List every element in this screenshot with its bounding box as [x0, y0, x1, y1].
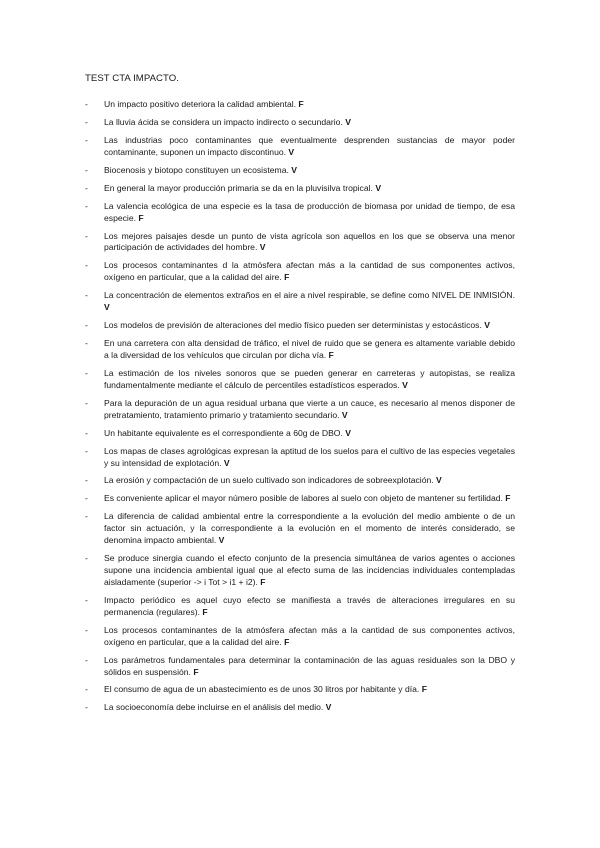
statement-text: Los procesos contaminantes de la atmósfera afectan más a la cantidad de sus componentes activos, oxígeno en particular, que a la calidad del aire. — [104, 624, 515, 647]
statement-text: Los procesos contaminantes d la atmósfera afectan más a la cantidad de sus componentes activos, oxígeno en particular, que a la calidad del aire. — [104, 260, 515, 283]
answer-mark: F — [138, 212, 144, 223]
statement-text: En general la mayor producción primaria se da en la pluvisilva tropical. — [104, 182, 373, 193]
list-item — [85, 655, 515, 679]
list-item — [85, 446, 515, 470]
answer-mark: V — [375, 182, 382, 193]
statement-text: Se produce sinergia cuando el efecto conjunto de la presencia simultánea de varios agentes o acciones supone una incidencia ambiental igual que al efecto suma de las incidencias individuales contempladas aisladamente (superior -> i Tot > i1 + i2). — [104, 553, 515, 587]
statement-text: La estimación de los niveles sonoros que se pueden generar en carreteras y autopistas, se realiza fundamentalmente mediante el cálculo de percentiles estadísticos esperados. — [104, 367, 515, 390]
statement-text: Biocenosis y biotopo constituyen un ecosistema. — [104, 164, 289, 175]
answer-mark: V — [402, 379, 408, 390]
bullet-dash: - — [85, 338, 88, 349]
list-item — [85, 493, 515, 505]
answer-mark: V — [259, 242, 266, 253]
answer-mark: F — [193, 666, 199, 677]
list-item — [85, 183, 515, 195]
answer-mark: V — [223, 457, 230, 468]
statement-text: Los parámetros fundamentales para determinar la contaminación de las aguas residuales son la DBO y sólidos en suspensión. — [104, 654, 515, 677]
list-item — [85, 117, 515, 129]
list-item — [85, 553, 515, 589]
answer-mark: V — [341, 409, 348, 420]
list-item — [85, 684, 515, 696]
list-item — [85, 260, 515, 284]
answer-mark: F — [284, 272, 290, 283]
question-list — [85, 99, 515, 720]
bullet-dash: - — [85, 654, 88, 665]
list-item — [85, 338, 515, 362]
list-item — [85, 135, 515, 159]
statement-text: En una carretera con alta densidad de tráfico, el nivel de ruido que se genera es altamente variable debido a la diversidad de los vehículos que circulan por dicha vía. — [104, 338, 515, 360]
bullet-dash: - — [85, 553, 88, 564]
statement-text: La lluvia ácida se considera un impacto indirecto o secundario. — [104, 116, 343, 127]
bullet-dash: - — [85, 684, 88, 695]
bullet-dash: - — [85, 290, 88, 301]
answer-mark: V — [345, 116, 351, 127]
answer-mark: F — [260, 576, 266, 587]
bullet-dash: - — [85, 445, 88, 456]
bullet-dash: - — [85, 134, 88, 145]
bullet-dash: - — [85, 427, 88, 438]
statement-text: La valencia ecológica de una especie es la tasa de producción de biomasa por unidad de tiempo, de esa especie. — [104, 200, 515, 223]
bullet-dash: - — [85, 397, 88, 408]
answer-mark: F — [298, 99, 304, 109]
bullet-dash: - — [85, 260, 88, 271]
statement-text: Un habitante equivalente es el correspondiente a 60g de DBO. — [104, 427, 343, 438]
answer-mark: V — [104, 302, 110, 313]
list-item — [85, 595, 515, 619]
answer-mark: F — [421, 684, 427, 695]
bullet-dash: - — [85, 320, 88, 331]
statement-text: La concentración de elementos extraños en el aire a nivel respirable, se define como NIVEL DE INMISIÓN. — [104, 290, 515, 301]
answer-mark: F — [505, 493, 511, 504]
bullet-dash: - — [85, 164, 88, 175]
answer-mark: V — [345, 427, 352, 438]
bullet-dash: - — [85, 475, 88, 486]
bullet-dash: - — [85, 624, 88, 635]
answer-mark: V — [325, 702, 332, 713]
list-item — [85, 290, 515, 314]
statement-text: La diferencia de calidad ambiental entre la correspondiente a la evolución del medio ambiente o de un factor sin actuación, y la correspondiente a la evolución en el momento de interés considerado, se denomina impacto ambiental. — [104, 511, 515, 546]
bullet-dash: - — [85, 511, 88, 522]
statement-text: Para la depuración de un agua residual urbana que vierte a un cauce, es necesario al menos disponer de pretratamiento, tratamiento primario y tratamiento secundario. — [104, 397, 515, 420]
answer-mark: V — [218, 535, 225, 546]
answer-mark: V — [291, 164, 297, 175]
statement-text: Es conveniente aplicar el mayor número posible de labores al suelo con objeto de mantener su fertilidad. — [104, 493, 503, 504]
answer-mark: V — [436, 475, 442, 486]
bullet-dash: - — [85, 702, 88, 713]
list-item — [85, 368, 515, 392]
answer-mark: F — [284, 636, 290, 647]
statement-text: Las industrias poco contaminantes que eventualmente desprenden sustancias de mayor poder contaminante, suponen un impacto discontinuo. — [104, 134, 515, 157]
answer-mark: F — [202, 606, 208, 617]
list-item — [85, 702, 515, 714]
list-item — [85, 398, 515, 422]
answer-mark: F — [328, 349, 334, 360]
answer-mark: V — [484, 320, 490, 331]
list-item — [85, 231, 515, 255]
answer-mark: V — [288, 146, 295, 157]
list-item — [85, 428, 515, 440]
statement-text: El consumo de agua de un abastecimiento es de unos 30 litros por habitante y día. — [104, 684, 420, 695]
statement-text: Los modelos de previsión de alteraciones del medio físico pueden ser deterministas y estocásticos. — [104, 320, 482, 331]
list-item — [85, 201, 515, 225]
bullet-dash: - — [85, 367, 88, 378]
bullet-dash: - — [85, 230, 88, 241]
bullet-dash: - — [85, 493, 88, 504]
statement-text: Impacto periódico es aquel cuyo efecto se manifiesta a través de alteraciones irregulares en su permanencia (regulares). — [104, 594, 515, 617]
list-item — [85, 625, 515, 649]
statement-text: Un impacto positivo deteriora la calidad ambiental. — [104, 99, 297, 109]
bullet-dash: - — [85, 99, 88, 109]
bullet-dash: - — [85, 182, 88, 193]
statement-text: La erosión y compactación de un suelo cultivado son indicadores de sobreexplotación. — [104, 475, 434, 486]
bullet-dash: - — [85, 116, 88, 127]
list-item — [85, 320, 515, 332]
bullet-dash: - — [85, 200, 88, 211]
document-title: TEST CTA IMPACTO. — [85, 73, 179, 84]
statement-text: Los mapas de clases agrológicas expresan la aptitud de los suelos para el cultivo de las especies vegetales y su intensidad de explotación. — [104, 445, 515, 468]
bullet-dash: - — [85, 594, 88, 605]
list-item — [85, 475, 515, 487]
list-item — [85, 99, 515, 111]
list-item — [85, 165, 515, 177]
statement-text: La socioeconomía debe incluirse en el análisis del medio. — [104, 702, 324, 713]
statement-text: Los mejores paisajes desde un punto de vista agrícola son aquellos en los que se observa una menor participación de actividades del hombre. — [104, 230, 515, 253]
list-item — [85, 511, 515, 547]
